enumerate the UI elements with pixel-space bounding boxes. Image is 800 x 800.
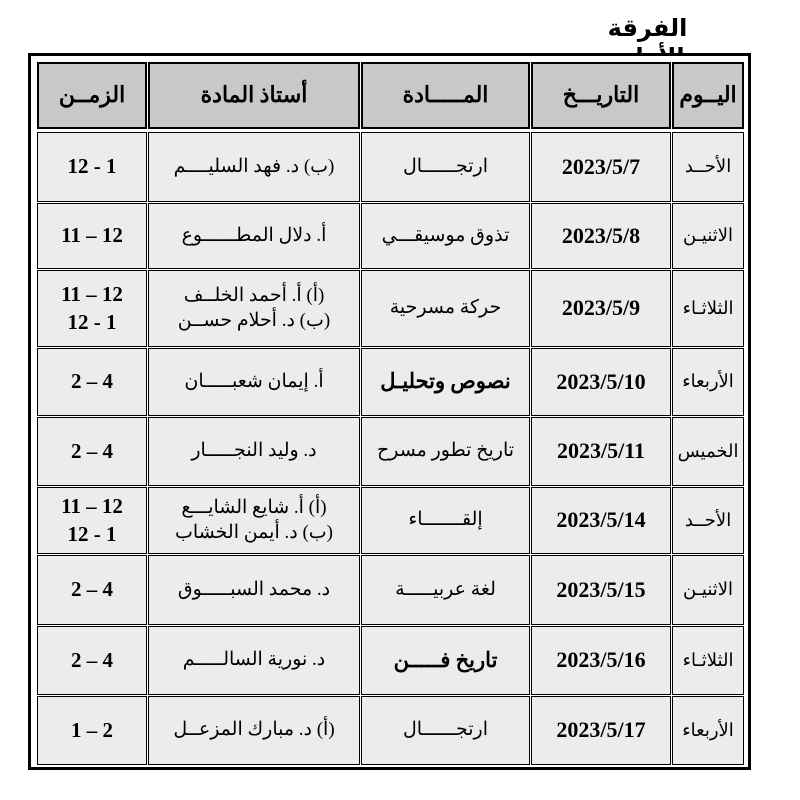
- date-cell: 2023/5/17: [531, 696, 671, 765]
- header-date: التاريـــخ: [531, 62, 671, 129]
- time-cell: 2 – 4: [37, 417, 147, 486]
- subject-cell: ارتجــــــال: [361, 132, 530, 202]
- time-cell: 11 – 12: [37, 203, 147, 269]
- date-cell: 2023/5/10: [531, 348, 671, 416]
- subject-cell: نصوص وتحليـل: [361, 348, 530, 416]
- time-cell: 1 – 2: [37, 696, 147, 765]
- day-cell: الأربعاء: [672, 696, 744, 765]
- time-cell: 2 – 4: [37, 348, 147, 416]
- time-cell: 11 – 12 12 - 1: [37, 270, 147, 347]
- time-cell: 2 – 4: [37, 626, 147, 695]
- day-cell: الاثنيـن: [672, 203, 744, 269]
- subject-cell: تذوق موسيقـــي: [361, 203, 530, 269]
- teacher-cell: د. نورية السالـــــم: [148, 626, 360, 695]
- teacher-cell: (ب) د. فهد السليــــم: [148, 132, 360, 202]
- subject-cell: تاريخ فـــــن: [361, 626, 530, 695]
- header-day: اليــوم: [672, 62, 744, 129]
- day-cell: الأربعاء: [672, 348, 744, 416]
- teacher-cell: (أ) أ. شايع الشايـــع (ب) د. أيمن الخشاب: [148, 487, 360, 554]
- page-title: الفرقة: [607, 15, 688, 42]
- date-cell: 2023/5/14: [531, 487, 671, 554]
- day-cell: الأحــد: [672, 487, 744, 554]
- time-cell: 2 – 4: [37, 555, 147, 625]
- header-subject: المـــــادة: [361, 62, 530, 129]
- day-cell: الثلاثـاء: [672, 270, 744, 347]
- day-cell: الخميس: [672, 417, 744, 486]
- time-cell: 11 – 12 12 - 1: [37, 487, 147, 554]
- date-cell: 2023/5/15: [531, 555, 671, 625]
- time-cell: 12 - 1: [37, 132, 147, 202]
- day-cell: الأحــد: [672, 132, 744, 202]
- day-cell: الثلاثـاء: [672, 626, 744, 695]
- teacher-cell: (أ) أ. أحمد الخلــف (ب) د. أحلام حســن: [148, 270, 360, 347]
- header-teacher: أستاذ المادة: [148, 62, 360, 129]
- schedule-table: [28, 53, 751, 770]
- teacher-cell: د. محمد السبـــــوق: [148, 555, 360, 625]
- day-cell: الاثنيـن: [672, 555, 744, 625]
- subject-cell: لغة عربيـــــة: [361, 555, 530, 625]
- teacher-cell: د. وليد النجـــــار: [148, 417, 360, 486]
- teacher-cell: (أ) د. مبارك المزعــل: [148, 696, 360, 765]
- subject-cell: حركة مسرحية: [361, 270, 530, 347]
- date-cell: 2023/5/8: [531, 203, 671, 269]
- date-cell: 2023/5/7: [531, 132, 671, 202]
- subject-cell: إلقـــــــاء: [361, 487, 530, 554]
- date-cell: 2023/5/9: [531, 270, 671, 347]
- teacher-cell: أ. إيمان شعبـــــان: [148, 348, 360, 416]
- subject-cell: تاريخ تطور مسرح: [361, 417, 530, 486]
- header-time: الزمــن: [37, 62, 147, 129]
- date-cell: 2023/5/16: [531, 626, 671, 695]
- teacher-cell: أ. دلال المطــــــوع: [148, 203, 360, 269]
- subject-cell: ارتجــــــال: [361, 696, 530, 765]
- date-cell: 2023/5/11: [531, 417, 671, 486]
